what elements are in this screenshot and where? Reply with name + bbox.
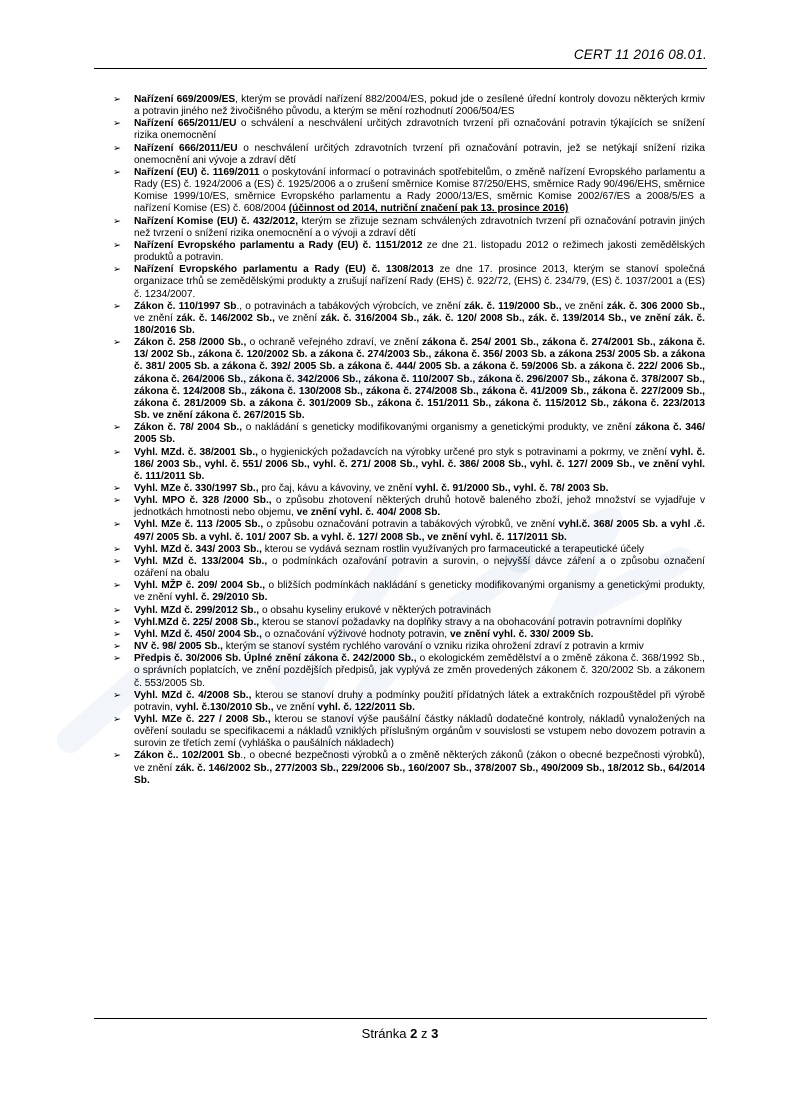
- item-citation: Vyhl. MZd č. 299/2012 Sb.,: [134, 604, 260, 616]
- item-text: kterou se stanoví požadavky na doplňky stravy a na obohacování potravin potravními doplňky: [259, 616, 682, 628]
- list-item: [113, 617, 705, 629]
- item-text: kterou se vydává seznam rostlin využívaných pro farmaceutické a terapeutické účely: [261, 543, 645, 555]
- item-citation: Vyhl. MZd č. 450/ 2004 Sb.,: [134, 628, 262, 640]
- item-text: o označování výživové hodnoty potravin,: [261, 628, 450, 640]
- item-citation: Vyhl. MŽP č. 209/ 2004 Sb.,: [134, 580, 266, 592]
- arrow-bullet-icon: ➢: [113, 264, 121, 276]
- arrow-bullet-icon: ➢: [113, 446, 121, 458]
- list-item: [113, 118, 705, 142]
- arrow-bullet-icon: ➢: [113, 94, 121, 105]
- arrow-bullet-icon: ➢: [113, 422, 121, 434]
- arrow-bullet-icon: ➢: [113, 555, 121, 567]
- list-item: [113, 495, 705, 519]
- item-citation: Nařízení Komise (EU) č. 432/2012,: [134, 215, 299, 227]
- arrow-bullet-icon: ➢: [113, 300, 121, 312]
- list-item: [113, 580, 705, 604]
- arrow-bullet-icon: ➢: [113, 337, 121, 349]
- item-text: o neschválení určitých zdravotních tvrzení při označování potravin, jež se netýkají snížení rizika onemocnění ani vývoje a zdraví dětí: [134, 142, 705, 166]
- list-item: [113, 519, 705, 543]
- arrow-bullet-icon: ➢: [113, 519, 121, 531]
- footer-page-total: 3: [431, 1026, 439, 1041]
- item-citation: NV č. 98/ 2005 Sb.,: [134, 641, 223, 653]
- item-text: pro čaj, kávu a kávoviny, ve znění: [258, 483, 416, 494]
- item-text: ve znění: [134, 312, 177, 324]
- page-header: CERT 11 2016 08.01.: [573, 47, 707, 62]
- arrow-bullet-icon: ➢: [113, 616, 121, 628]
- arrow-bullet-icon: ➢: [113, 653, 121, 665]
- item-text: kterou se stanoví druhy a podmínky použití přídatných látek a extrakčních rozpouštědel při výrobě potravin,: [134, 689, 705, 713]
- item-citation: ve znění vyhl. č. 404/ 2008 Sb.: [296, 507, 441, 519]
- item-citation: ve znění vyhl. č. 330/ 2009 Sb.: [449, 628, 594, 640]
- list-item: [113, 264, 705, 300]
- item-citation: Vyhl. MZd. č. 38/2001 Sb.,: [134, 446, 258, 458]
- list-item: [113, 143, 705, 167]
- item-text: o poskytování informací o potravinách spotřebitelům, o změně nařízení Evropského parlamentu a Rady (ES) č. 1924/2006 a (ES) č. 1925/2006 a o zrušení směrnice Komise 87/250/EHS, směrnice Rady 90/496/EHS, směrnice Komise 1999/10/ES, směrnice Evropského parlamentu a Rady 2000/13/ES, směrnic Komise 2002/67/ES a 2008/5/ES a nařízení Komise (ES) č. 608/2004: [134, 166, 706, 215]
- item-text: o schválení a neschválení určitých zdravotních tvrzení při označování potravin týkajících se snížení rizika onemocnění: [134, 118, 705, 142]
- list-item: [113, 556, 705, 580]
- item-citation: zák. č. 146/2002 Sb., 277/2003 Sb., 229/2006 Sb., 160/2007 Sb., 378/2007 Sb., 490/2009 Sb., 18/2012 Sb., 64/2014 Sb.: [134, 762, 706, 786]
- item-text: o ochraně veřejného zdraví, ve znění: [246, 337, 422, 349]
- arrow-bullet-icon: ➢: [113, 580, 121, 592]
- item-citation: vyhl. č. 91/2000 Sb., vyhl. č. 78/ 2003 Sb.: [415, 483, 609, 494]
- item-text: ve znění: [273, 701, 318, 713]
- item-citation: Zákon č. 258 /2000 Sb.,: [134, 337, 247, 349]
- list-item: [113, 216, 705, 240]
- list-item: [113, 629, 705, 641]
- item-text: o bližších podmínkách nakládání s geneticky modifikovanými organismy a genetickými produkty, ve znění: [134, 580, 706, 604]
- item-text: ., o potravinách a tabákových výrobcích, ve znění: [236, 300, 465, 312]
- item-citation: vyhl. č.130/2010 Sb.,: [175, 701, 274, 713]
- page-footer: [0, 1026, 800, 1041]
- arrow-bullet-icon: ➢: [113, 118, 121, 130]
- arrow-bullet-icon: ➢: [113, 750, 121, 762]
- footer-divider: [94, 1018, 707, 1019]
- item-citation: Vyhl. MZd č. 4/2008 Sb.,: [134, 689, 252, 701]
- item-citation: zák. č. 119/2000 Sb.,: [464, 300, 562, 312]
- arrow-bullet-icon: ➢: [113, 215, 121, 227]
- footer-page-current: 2: [410, 1026, 418, 1041]
- item-citation: (účinnost od 2014, nutriční značení pak 13. prosince 2016): [288, 203, 569, 215]
- item-text: kterou se stanoví výše paušální částky nákladů dodatečné kontroly, nákladů vynaložených na ověření souladu se specifikacemi a nákladů vzniklých příslušným orgánům v souvislosti se vstupem nebo dovozem potravin a surovin ze třetích zemí (vyhláška o paušálních nákladech): [134, 713, 705, 750]
- item-citation: Zákon č. 110/1997 Sb: [134, 300, 237, 312]
- item-citation: Nařízení 669/2009/ES: [134, 94, 236, 105]
- item-text: o podmínkách ozařování potravin a surovin, o nejvyšší dávce záření a o způsobu označení ozáření na obalu: [134, 555, 705, 580]
- list-item: [113, 544, 705, 556]
- list-item: [113, 714, 705, 750]
- arrow-bullet-icon: ➢: [113, 495, 121, 507]
- item-citation: zák. č. 306 2000 Sb.,: [606, 300, 705, 312]
- item-citation: zák. č. 146/2002 Sb.,: [176, 312, 275, 324]
- arrow-bullet-icon: ➢: [113, 142, 121, 154]
- arrow-bullet-icon: ➢: [113, 628, 121, 640]
- item-citation: Vyhl. MZe č. 330/1997 Sb.,: [134, 483, 259, 494]
- arrow-bullet-icon: ➢: [113, 543, 121, 555]
- list-item: [113, 94, 705, 118]
- arrow-bullet-icon: ➢: [113, 641, 121, 653]
- item-citation: Vyhl. MZd č. 343/ 2003 Sb.,: [134, 543, 262, 555]
- item-text: o hygienických požadavcích na výrobky určené pro styk s potravinami a pokrmy, ve znění: [257, 446, 671, 458]
- item-citation: vyhl. č. 29/2010 Sb.: [175, 592, 268, 604]
- item-citation: Zákon č.. 102/2001 Sb: [134, 750, 241, 762]
- item-text: ze dne 17. prosince 2013, kterým se stanoví společná organizace trhů se zemědělskými produkty a zrušují nařízení Rady (EHS) č. 922/72, (EHS) č. 234/79, (ES) č. 1037/2001 a (ES) č. 1234/2007.: [134, 264, 705, 300]
- item-citation: Vyhl. MZe č. 113 /2005 Sb.,: [134, 519, 264, 531]
- item-citation: zákona č. 254/ 2001 Sb., zákona č. 274/2001 Sb., zákona č. 13/ 2002 Sb., zákona č. 120/2002 Sb. a zákona č. 274/2003 Sb., zákona č. 356/ 2003 Sb. a zákona 253/ 2005 Sb. a zákona č. 381/ 2005 Sb. a zákona č. 392/ 2005 Sb. a zákona č. 444/ 2005 Sb. a zákona č. 59/2006 Sb. a zákona č. 222/ 2006 Sb., zákona č. 264/2006 Sb., zákona č. 342/2006 Sb., zákona č. 110/2007 Sb., zákona č. 296/2007 Sb., zákona č. 378/2007 Sb., zákona č. 124/2008 Sb., zákona č. 130/2008 Sb., zákona č. 274/2008 Sb., zákona č. 41/2009 Sb., zákona č. 227/2009 Sb., zákona č. 281/2009 Sb. a zákona č. 301/2009 Sb., zákona č. 151/2011 Sb., zákona č. 115/2012 Sb., zákona č. 223/2013 Sb. ve znění zákona č. 267/2015 Sb.: [134, 337, 705, 422]
- item-citation: vyhl. č. 122/2011 Sb.: [317, 701, 415, 713]
- list-item: [113, 422, 705, 446]
- list-item: [113, 605, 705, 617]
- list-item: [113, 240, 705, 264]
- list-item: [113, 690, 705, 714]
- item-citation: Vyhl. MZd č. 133/2004 Sb.,: [134, 555, 268, 567]
- item-text: ., o obecné bezpečnosti výrobků a o změně některých zákonů (zákon o obecné bezpečnosti výrobků), ve znění: [134, 750, 705, 774]
- footer-page-of: z: [420, 1026, 428, 1041]
- list-item: [113, 641, 705, 653]
- list-item: [113, 750, 705, 786]
- item-text: ve znění: [561, 300, 607, 312]
- list-item: [113, 167, 705, 216]
- item-text: o obsahu kyseliny erukové v některých potravinách: [259, 604, 492, 616]
- list-item: [113, 653, 705, 689]
- item-text: , kterým se provádí nařízení 882/2004/ES, pokud jde o zesílené úřední kontroly dovozu některých krmiv a potravin jiného než živočišného původu, a kterým se mění rozhodnutí 2006/504/ES: [134, 94, 705, 118]
- item-citation: zákona č. 346/ 2005 Sb.: [134, 422, 705, 446]
- item-citation: vyhl.č. 368/ 2005 Sb. a vyhl .č. 497/ 2005 Sb. a vyhl. č. 101/ 2007 Sb. a vyhl. č. 127/ 2008 Sb., ve znění vyhl. č. 117/2011 Sb.: [134, 519, 705, 543]
- header-divider: [94, 68, 707, 69]
- item-text: ze dne 21. listopadu 2012 o režimech jakosti zemědělských produktů a potravin.: [134, 239, 706, 264]
- item-citation: Vyhl.MZd č. 225/ 2008 Sb.,: [134, 616, 260, 628]
- item-citation: Zákon č. 78/ 2004 Sb.,: [134, 422, 243, 434]
- item-citation: Nařízení Evropského parlamentu a Rady (EU) č. 1151/2012: [134, 239, 423, 251]
- item-text: o nakládání s geneticky modifikovanými organismy a genetickými produkty, ve znění: [242, 422, 636, 434]
- arrow-bullet-icon: ➢: [113, 604, 121, 616]
- item-citation: Vyhl. MZe č. 227 / 2008 Sb.,: [134, 713, 271, 725]
- arrow-bullet-icon: ➢: [113, 166, 121, 178]
- list-item: [113, 301, 705, 337]
- item-text: ve znění: [274, 312, 321, 324]
- item-text: o ekologickém zemědělství a o změně zákona č. 368/1992 Sb., o správních poplatcích, ve znění pozdějších předpisů, jak vyplývá ze změn provedených zákonem č. 320/2002 Sb. a zákonem č. 553/2005 Sb.: [134, 653, 705, 689]
- footer-page-label: Stránka: [361, 1026, 407, 1041]
- item-citation: vyhl. č. 186/ 2003 Sb., vyhl. č. 551/ 2006 Sb., vyhl. č. 271/ 2008 Sb., vyhl. č. 386/ 2008 Sb., vyhl. č. 127/ 2009 Sb., ve znění vyhl. č. 111/2011 Sb.: [134, 446, 705, 482]
- arrow-bullet-icon: ➢: [113, 713, 121, 725]
- list-item: [113, 337, 705, 422]
- item-text: kterým se zřizuje seznam schválených zdravotních tvrzení při označování potravin jiných než tvrzení o snížení rizika onemocnění a o vývoji a zdraví dětí: [134, 215, 705, 239]
- item-text: o způsobu označování potravin a tabákových výrobků, ve znění: [263, 519, 559, 531]
- item-citation: Nařízení 666/2011/EU: [134, 142, 238, 154]
- item-text: kterým se stanoví systém rychlého varování o vzniku rizika ohrožení zdraví z potravin a krmiv: [222, 641, 644, 653]
- legislation-list: [113, 94, 705, 787]
- item-text: o způsobu zhotovení některých druhů hotově baleného zboží, jehož množství se vyjadřuje v jednotkách hmotnosti nebo objemu,: [134, 495, 706, 519]
- arrow-bullet-icon: ➢: [113, 239, 121, 251]
- item-citation: Předpis č. 30/2006 Sb. Úplné znění zákona č. 242/2000 Sb.,: [134, 653, 417, 665]
- item-citation: Nařízení (EU) č. 1169/2011: [134, 166, 260, 178]
- item-citation: Nařízení Evropského parlamentu a Rady (EU) č. 1308/2013: [134, 264, 434, 276]
- item-citation: Vyhl. MPO č. 328 /2000 Sb.,: [134, 495, 272, 507]
- list-item: [113, 447, 705, 483]
- arrow-bullet-icon: ➢: [113, 483, 121, 494]
- item-citation: Nařízení 665/2011/EU: [134, 118, 237, 130]
- item-citation: zák. č. 316/2004 Sb., zák. č. 120/ 2008 Sb., zák. č. 139/2014 Sb., ve znění zák. č. 180/2016 Sb.: [134, 312, 705, 336]
- arrow-bullet-icon: ➢: [113, 689, 121, 701]
- list-item: [113, 483, 705, 495]
